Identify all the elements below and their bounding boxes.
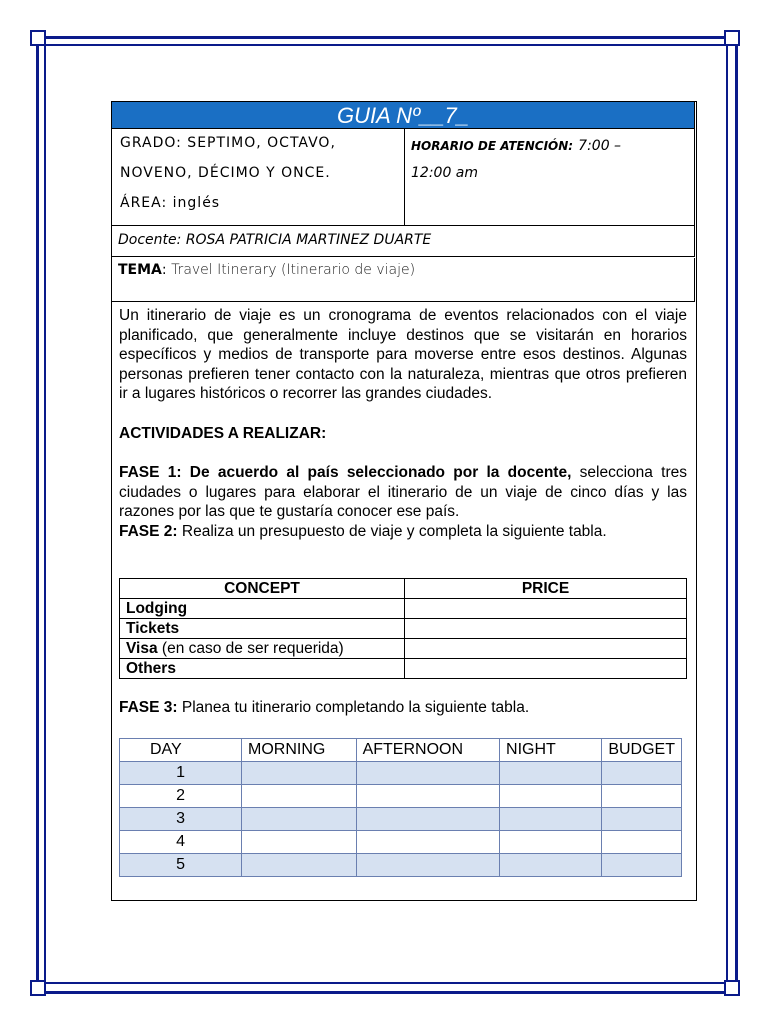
budget-header: BUDGET: [602, 739, 682, 762]
day-cell: 4: [120, 831, 242, 854]
guide-title: GUIA Nº__7_: [111, 101, 695, 129]
afternoon-cell[interactable]: [356, 808, 499, 831]
table-row: [120, 659, 687, 679]
itinerary-header-row: [120, 739, 682, 762]
teacher-row: [111, 225, 695, 257]
night-cell[interactable]: [500, 785, 602, 808]
topic-value: Travel Itinerary (Itinerario de viaje): [171, 262, 416, 278]
concept-cell: Others: [120, 659, 405, 679]
grade-area-cell: [112, 129, 405, 225]
day-cell: 1: [120, 762, 242, 785]
grade-line-2: NOVENO, DÉCIMO Y ONCE.: [120, 165, 331, 181]
budget-cell[interactable]: [602, 854, 682, 877]
phase-2-label: FASE 2:: [119, 522, 178, 540]
area-value: inglés: [172, 195, 221, 211]
table-row: [120, 808, 682, 831]
concept-cell: Tickets: [120, 619, 405, 639]
corner-ornament: [724, 30, 740, 46]
price-cell[interactable]: [405, 619, 687, 639]
night-header: NIGHT: [500, 739, 602, 762]
table-row: [120, 785, 682, 808]
schedule-value-1: 7:00 –: [578, 138, 622, 154]
activities-heading: ACTIVIDADES A REALIZAR:: [119, 424, 327, 442]
phase-2-text: Realiza un presupuesto de viaje y completa la siguiente tabla.: [177, 522, 607, 540]
price-header: PRICE: [405, 579, 687, 599]
area-label: ÁREA:: [120, 195, 168, 211]
afternoon-cell[interactable]: [356, 854, 499, 877]
schedule-cell: [404, 129, 696, 225]
day-cell: 5: [120, 854, 242, 877]
night-cell[interactable]: [500, 831, 602, 854]
afternoon-cell[interactable]: [356, 762, 499, 785]
table-row: [120, 639, 687, 659]
budget-cell[interactable]: [602, 785, 682, 808]
day-cell: 2: [120, 785, 242, 808]
budget-cell[interactable]: [602, 831, 682, 854]
night-cell[interactable]: [500, 762, 602, 785]
budget-cell[interactable]: [602, 808, 682, 831]
area-line: [120, 195, 220, 211]
topic-row: TEMA: Travel Itinerary (Itinerario de viaje): [111, 258, 695, 302]
phase-2: [119, 522, 687, 542]
topic-label: TEMA: [118, 262, 162, 278]
night-cell[interactable]: [500, 808, 602, 831]
info-section: [111, 129, 695, 225]
phase-3-text: Planea tu itinerario completando la siguiente tabla.: [177, 699, 530, 716]
afternoon-header: AFTERNOON: [356, 739, 499, 762]
concept-cell: Visa (en caso de ser requerida): [120, 639, 405, 659]
morning-cell[interactable]: [242, 785, 357, 808]
table-row: [120, 619, 687, 639]
night-cell[interactable]: [500, 854, 602, 877]
teacher-label: Docente:: [118, 232, 182, 248]
price-cell[interactable]: [405, 659, 687, 679]
schedule-label: HORARIO DE ATENCIÓN:: [411, 139, 574, 153]
morning-header: MORNING: [242, 739, 357, 762]
corner-ornament: [30, 980, 46, 996]
table-row: [120, 762, 682, 785]
intro-paragraph: Un itinerario de viaje es un cronograma de eventos relacionados con el viaje planificado, que generalmente incluye destinos que se visitarán en horarios específicos y medios de transporte para moverse entre esos destinos. Algunas personas prefieren tener contacto con la naturaleza, mientras que otros prefieren ir a lugares históricos o recorrer las grandes ciudades.: [119, 307, 687, 402]
concept-header: CONCEPT: [120, 579, 405, 599]
phase-1: [119, 463, 687, 522]
morning-cell[interactable]: [242, 831, 357, 854]
schedule-value-2: 12:00 am: [411, 165, 479, 181]
afternoon-cell[interactable]: [356, 831, 499, 854]
phase-3-label: FASE 3:: [119, 699, 178, 716]
morning-cell[interactable]: [242, 762, 357, 785]
budget-header-row: [120, 579, 687, 599]
price-cell[interactable]: [405, 639, 687, 659]
phase-3: [119, 699, 529, 717]
grade-line-1: GRADO: SEPTIMO, OCTAVO,: [120, 135, 336, 151]
phase-1-label: FASE 1: De acuerdo al país seleccionado por la docente,: [119, 464, 572, 481]
worksheet-body: [119, 306, 687, 541]
corner-ornament: [724, 980, 740, 996]
price-cell[interactable]: [405, 599, 687, 619]
afternoon-cell[interactable]: [356, 785, 499, 808]
budget-table: [119, 578, 687, 679]
table-row: [120, 831, 682, 854]
budget-cell[interactable]: [602, 762, 682, 785]
table-row: [120, 599, 687, 619]
schedule-line-1: [411, 135, 621, 154]
table-row: [120, 854, 682, 877]
itinerary-table: [119, 738, 682, 877]
corner-ornament: [30, 30, 46, 46]
day-cell: 3: [120, 808, 242, 831]
day-header: DAY: [120, 739, 242, 762]
teacher-name: ROSA PATRICIA MARTINEZ DUARTE: [185, 232, 432, 248]
phase-1-text: selecciona tres ciudades o lugares para elaborar el itinerario de un viaje de cinco días y las razones por las que te gustaría conocer ese país.: [119, 464, 687, 520]
morning-cell[interactable]: [242, 854, 357, 877]
concept-cell: Lodging: [120, 599, 405, 619]
morning-cell[interactable]: [242, 808, 357, 831]
